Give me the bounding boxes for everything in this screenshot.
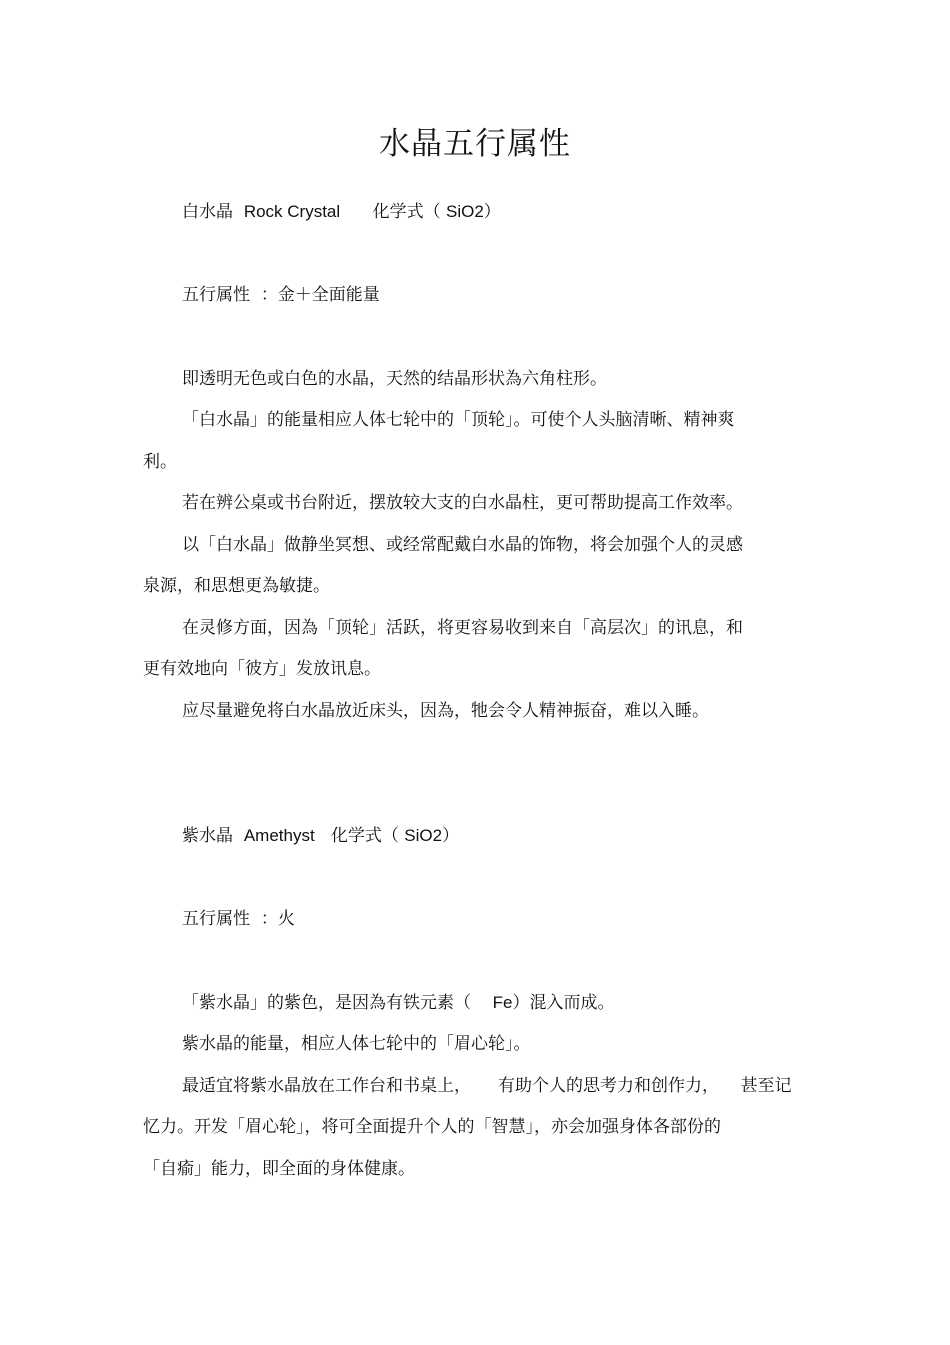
white-crystal-element: [182, 283, 380, 307]
white-crystal-element-value: 金＋全面能量: [277, 285, 380, 305]
white-crystal-element-label: 五行属性: [182, 285, 250, 305]
white-crystal-formula: SiO2）: [446, 202, 501, 221]
amethyst-paragraph-line: 最适宜将紫水晶放在工作台和书桌上， 有助个人的思考力和创作力， 甚至记: [182, 1076, 792, 1096]
amethyst-element-value: 火: [277, 909, 295, 929]
white-crystal-paragraph-line: 利。: [143, 452, 177, 472]
amethyst-p1-start: 「紫水晶」的紫色，是因為有铁元素（: [182, 993, 471, 1013]
amethyst-paragraph-line: 紫水晶的能量，相应人体七轮中的「眉心轮」。: [182, 1034, 531, 1054]
amethyst-formula: SiO2）: [404, 826, 460, 845]
amethyst-paragraph-line: [182, 991, 614, 1015]
amethyst-p1-end: ）混入而成。: [512, 993, 615, 1013]
white-crystal-paragraph-line: 若在辨公桌或书台附近，摆放较大支的白水晶柱，更可帮助提高工作效率。: [182, 493, 743, 513]
white-crystal-paragraph-line: 在灵修方面，因為「顶轮」活跃，将更容易收到来自「高层次」的讯息，和: [182, 618, 743, 638]
white-crystal-element-colon: ：: [260, 285, 278, 305]
document-title: 水晶五行属性: [379, 126, 571, 162]
amethyst-paragraph-line: 「自瘉」能力，即全面的身体健康。: [143, 1159, 415, 1179]
white-crystal-paragraph-line: 泉源，和思想更為敏捷。: [143, 576, 330, 596]
amethyst-paragraph-line: 忆力。开发「眉心轮」，将可全面提升个人的「智慧」，亦会加强身体各部份的: [143, 1117, 721, 1137]
amethyst-p1-fe: Fe: [492, 993, 513, 1012]
amethyst-name: 紫水晶: [182, 826, 233, 846]
amethyst-element: [182, 907, 295, 931]
white-crystal-paragraph-line: 应尽量避免将白水晶放近床头，因為，牠会令人精神振奋，难以入睡。: [182, 701, 709, 721]
white-crystal-name: 白水晶: [182, 202, 233, 222]
white-crystal-paragraph-line: 以「白水晶」做静坐冥想、或经常配戴白水晶的饰物，将会加强个人的灵感: [182, 535, 743, 555]
white-crystal-paragraph-line: 「白水晶」的能量相应人体七轮中的「顶轮」。可使个人头脑清晰、精神爽: [182, 410, 735, 430]
amethyst-element-colon: ：: [260, 909, 278, 929]
white-crystal-heading: [182, 200, 501, 224]
amethyst-heading: [182, 824, 459, 848]
white-crystal-paragraph-line: 更有效地向「彼方」发放讯息。: [143, 659, 381, 679]
amethyst-formula-label: 化学式（: [330, 826, 399, 846]
white-crystal-english-name: Rock Crystal: [243, 202, 341, 221]
white-crystal-formula-label: 化学式（: [372, 202, 441, 222]
white-crystal-paragraph-line: 即透明无色或白色的水晶，天然的结晶形状為六角柱形。: [182, 369, 607, 389]
amethyst-element-label: 五行属性: [182, 909, 250, 929]
amethyst-english-name: Amethyst: [243, 826, 315, 845]
